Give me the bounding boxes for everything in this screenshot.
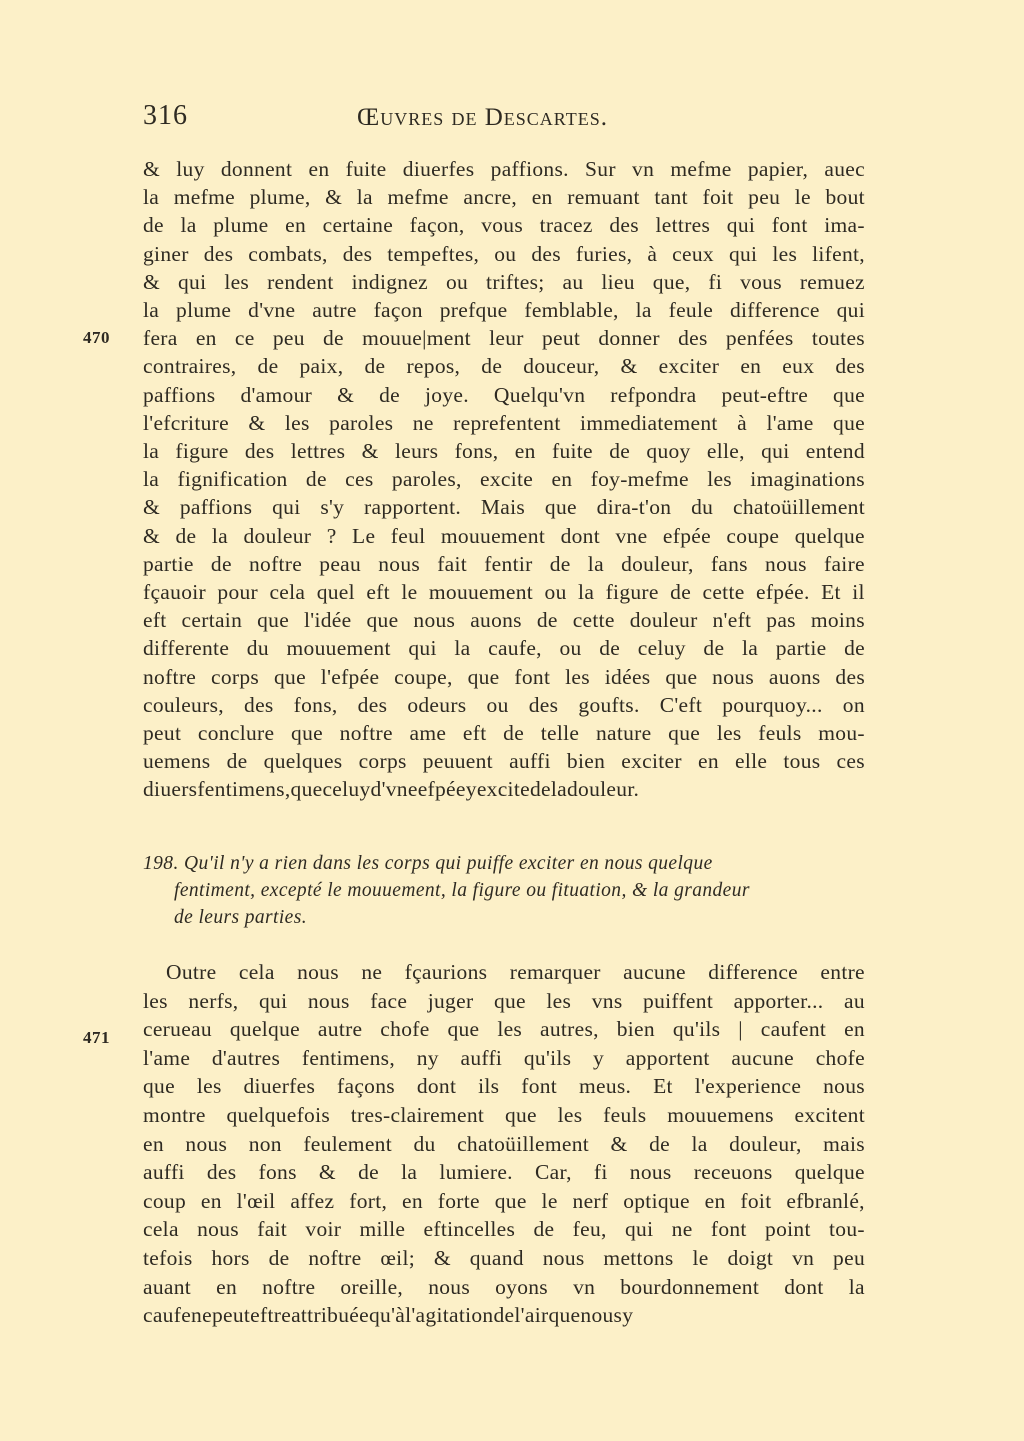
margin-note-470: 470 bbox=[83, 328, 110, 347]
text-line: & luy donnent en fuite diuerfes paffions. Sur vn mefme papier, auec bbox=[143, 157, 865, 181]
text-line: giner des combats, des tempeftes, ou des furies, à ceux qui les lifent, bbox=[143, 241, 865, 266]
text-line: & paffions qui s'y rapportent. Mais que dira-t'on du chatoüillement bbox=[143, 495, 865, 520]
text-line: caufe ne peut eftre attribuée qu'à l'agitation de l'air que nous y bbox=[143, 1303, 634, 1328]
section-heading bbox=[143, 850, 865, 931]
section-heading-line: Qu'il n'y a rien dans les corps qui puiffe exciter en nous quelque bbox=[184, 853, 713, 874]
text-line: & de la douleur ? Le feul mouuement dont vne efpée coupe quelque bbox=[143, 523, 865, 548]
section-number: 198. bbox=[143, 853, 179, 874]
text-line: Outre cela nous ne fçaurions remarquer aucune difference entre bbox=[166, 960, 865, 984]
text-line: noftre corps que l'efpée coupe, que font les idées que nous auons des bbox=[143, 664, 865, 689]
text-line: & qui les rendent indignez ou triftes; au lieu que, fi vous remuez bbox=[143, 269, 865, 294]
page-number: 316 bbox=[143, 100, 188, 131]
text-line: uemens de quelques corps peuuent auffi bien exciter en elle tous ces bbox=[143, 749, 865, 774]
text-line: fçauoir pour cela quel eft le mouuement ou la figure de cette efpée. Et il bbox=[143, 580, 865, 605]
margin-note-471: 471 bbox=[83, 1028, 110, 1047]
running-title: Œuvres de Descartes. bbox=[357, 104, 608, 131]
paragraph-2 bbox=[143, 958, 865, 1330]
text-line: la plume d'vne autre façon prefque femblable, la feule difference qui bbox=[143, 298, 865, 323]
text-line: auffi des fons & de la lumiere. Car, fi nous receuons quelque bbox=[143, 1160, 865, 1185]
text-line: cerueau quelque autre chofe que les autres, bien qu'ils | caufent en bbox=[143, 1017, 865, 1042]
text-line: fera en ce peu de mouue|ment leur peut donner des penfées toutes bbox=[143, 326, 865, 351]
text-line: differente du mouuement qui la caufe, ou de celuy de la partie de bbox=[143, 636, 865, 661]
text-line: les nerfs, qui nous face juger que les vns puiffent apporter... au bbox=[143, 988, 865, 1013]
section-heading-line: de leurs parties. bbox=[174, 907, 307, 928]
text-line: paffions d'amour & de joye. Quelqu'vn refpondra peut-eftre que bbox=[143, 382, 865, 407]
text-line: que les diuerfes façons dont ils font meus. Et l'experience nous bbox=[143, 1074, 865, 1099]
section-heading-line: fentiment, excepté le mouuement, la figure ou fituation, & la grandeur bbox=[174, 880, 750, 901]
text-line: la fignification de ces paroles, excite en foy-mefme les imaginations bbox=[143, 467, 865, 492]
text-line: contraires, de paix, de repos, de douceur, & exciter en eux des bbox=[143, 354, 865, 379]
text-line: eft certain que l'idée que nous auons de cette douleur n'eft pas moins bbox=[143, 608, 865, 633]
text-line: cela nous fait voir mille eftincelles de feu, qui ne font point tou- bbox=[143, 1217, 865, 1242]
text-line: montre quelquefois tres-clairement que les feuls mouuemens excitent bbox=[143, 1102, 865, 1127]
text-line: tefois hors de noftre œil; & quand nous mettons le doigt vn peu bbox=[143, 1245, 865, 1270]
text-line: coup en l'œil affez fort, en forte que le nerf optique en foit efbranlé, bbox=[143, 1188, 865, 1213]
text-line: en nous non feulement du chatoüillement & de la douleur, mais bbox=[143, 1131, 865, 1156]
text-line: la mefme plume, & la mefme ancre, en remuant tant foit peu le bout bbox=[143, 185, 865, 210]
text-line: l'ame d'autres fentimens, ny auffi qu'ils y apportent aucune chofe bbox=[143, 1045, 865, 1070]
text-line: peut conclure que noftre ame eft de telle nature que les feuls mou- bbox=[143, 721, 865, 746]
text-line: diuers fentimens, que celuy d'vne efpée y excite de la douleur. bbox=[143, 777, 640, 802]
text-line: partie de noftre peau nous fait fentir de la douleur, fans nous faire bbox=[143, 551, 865, 576]
page-header bbox=[143, 100, 865, 140]
text-line: auant en noftre oreille, nous oyons vn bourdonnement dont la bbox=[143, 1274, 865, 1299]
text-line: la figure des lettres & leurs fons, en fuite de quoy elle, qui entend bbox=[143, 439, 865, 464]
paragraph-1 bbox=[143, 155, 865, 804]
text-line: de la plume en certaine façon, vous tracez des lettres qui font ima- bbox=[143, 213, 865, 238]
text-line: couleurs, des fons, des odeurs ou des goufts. C'eft pourquoy... on bbox=[143, 692, 865, 717]
text-line: l'efcriture & les paroles ne reprefentent immediatement à l'ame que bbox=[143, 410, 865, 435]
